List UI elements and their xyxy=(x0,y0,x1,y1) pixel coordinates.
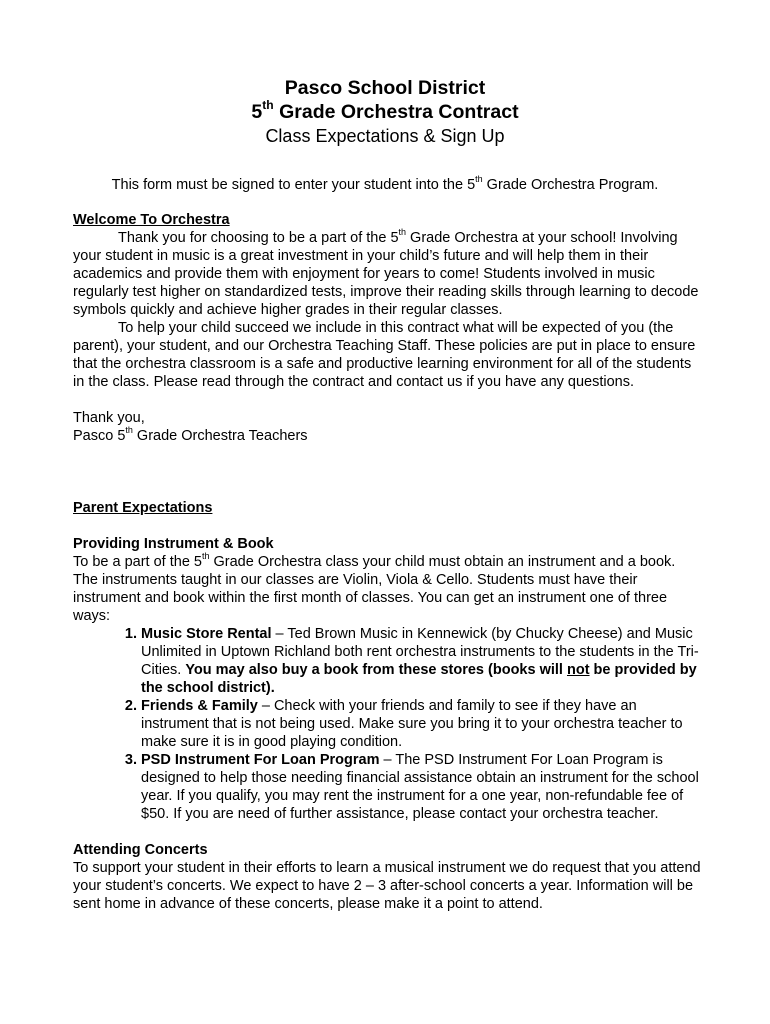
welcome-p1-ordinal: th xyxy=(398,226,407,237)
intro-text: This form must be signed to enter your student into the 5 xyxy=(111,177,476,193)
subtitle-grade-number: 5 xyxy=(251,101,263,123)
instrument-heading: Providing Instrument & Book xyxy=(73,536,274,552)
welcome-signoff: Thank you, xyxy=(73,410,145,426)
welcome-p1-text: Thank you for choosing to be a part of the 5 xyxy=(118,230,399,246)
option-text: – The PSD Instrument For Loan Program is designed to help those needing financial assistance obtain an instrument for the school year. If you qualify, you may rent the instrument for a one year, non-refundable fee of $50. If you are need of further assistance, please contact your orchestra teacher. xyxy=(141,752,699,822)
option-text: – Check with your friends and family to see if they have an instrument that is not being used. Make sure you bring it to your orchestra teacher to make sure it is in good playing condition. xyxy=(141,698,683,750)
option-label: Music Store Rental xyxy=(141,626,272,642)
document-tagline: Class Expectations & Sign Up xyxy=(265,126,505,146)
instrument-options-list xyxy=(73,625,703,823)
document-subtitle xyxy=(0,97,770,124)
document-body xyxy=(73,211,703,913)
list-item xyxy=(141,697,703,751)
document-title: Pasco School District xyxy=(284,77,486,99)
intro-text-end: Grade Orchestra Program. xyxy=(482,177,659,193)
list-item xyxy=(141,751,703,823)
option-note-end: be provided by the school district). xyxy=(141,662,697,696)
concerts-paragraph: To support your student in their efforts to learn a musical instrument we do request that you attend your student’s concerts. We expect to have 2 – 3 after-school concerts a year. Information will be sent home in advance of these concerts, please make it a point to attend. xyxy=(73,860,701,912)
option-note: You may also buy a book from these stores (books will xyxy=(185,662,567,678)
welcome-p1-text-end: Grade Orchestra at your school! Involving your student in music is a great investment in your child’s future and will help them in their academics and provide them with enjoyment for years to come! Students involved in music regularly test higher on standardized tests, improve their reading skills through learning to decode symbols quickly and achieve higher grades in their regular classes. xyxy=(73,230,699,318)
subtitle-text: Grade Orchestra Contract xyxy=(273,101,519,123)
instrument-text-end: Grade Orchestra class your child must obtain an instrument and a book. The instruments taught in our classes are Violin, Viola & Cello. Students must have their instrument and book within the first month of classes. You can get an instrument one of three ways: xyxy=(73,554,676,624)
instrument-ordinal: th xyxy=(201,550,210,561)
option-label: Friends & Family xyxy=(141,698,258,714)
signature-ordinal: th xyxy=(125,424,133,435)
welcome-signature xyxy=(73,424,703,445)
welcome-paragraph-2: To help your child succeed we include in this contract what will be expected of you (the parent), your student, and our Orchestra Teaching Staff. These policies are put in place to ensure that the orchestra classroom is a safe and productive learning environment for all of the students in the class. Please read through the contract and contact us if you have any questions. xyxy=(73,320,696,390)
intro-ordinal: th xyxy=(475,173,483,184)
subtitle-ordinal: th xyxy=(262,97,274,112)
option-label: PSD Instrument For Loan Program xyxy=(141,752,380,768)
signature-text-end: Grade Orchestra Teachers xyxy=(132,428,308,444)
list-item xyxy=(141,625,703,697)
signature-text: Pasco 5 xyxy=(73,428,126,444)
welcome-heading: Welcome To Orchestra xyxy=(73,212,230,228)
option-note-emphasis: not xyxy=(566,662,590,678)
parent-expectations-heading: Parent Expectations xyxy=(73,500,213,516)
concerts-heading: Attending Concerts xyxy=(73,842,208,858)
document-header xyxy=(0,76,770,148)
instrument-text: To be a part of the 5 xyxy=(73,554,202,570)
welcome-paragraph-1 xyxy=(73,226,703,319)
option-text: – Ted Brown Music in Kennewick (by Chucky Cheese) and Music Unlimited in Uptown Richland both rent orchestra instruments to the students in the Tri-Cities. xyxy=(141,626,699,678)
instrument-paragraph xyxy=(73,550,703,625)
intro-line xyxy=(0,173,770,194)
